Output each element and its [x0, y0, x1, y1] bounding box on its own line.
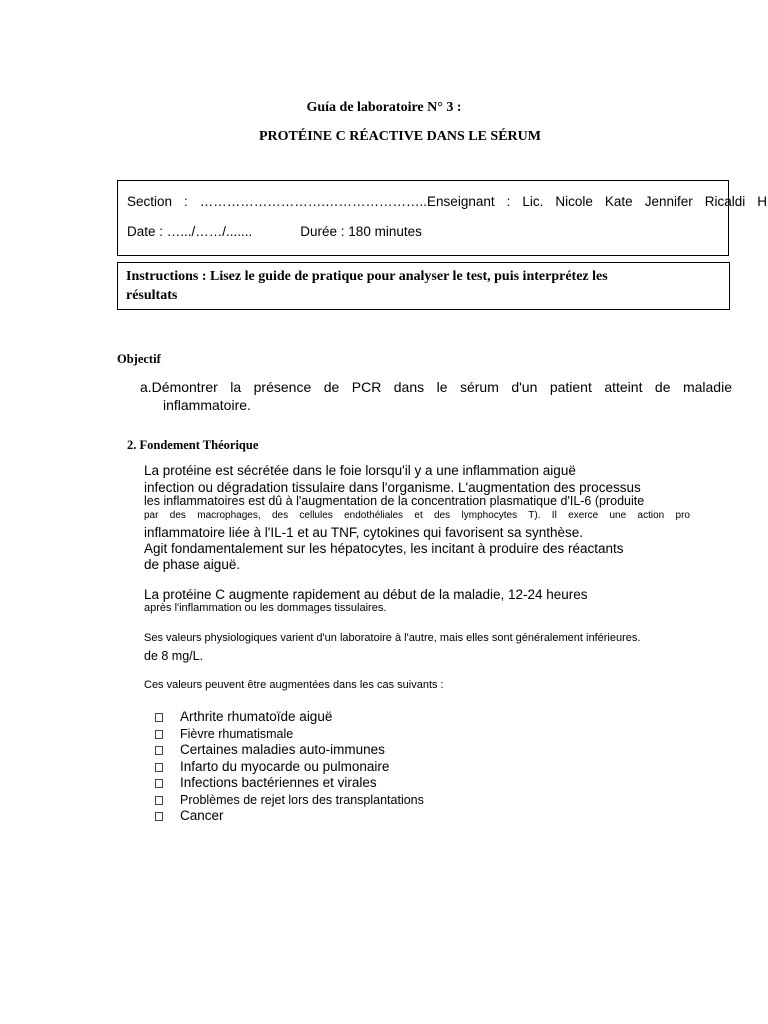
date-field: Date : ….../……/....... — [127, 224, 253, 239]
fondement-p4: Ces valeurs peuvent être augmentées dans les cas suivants : — [144, 679, 444, 691]
checkbox-bullet-icon — [155, 796, 163, 805]
fondement-p1-line-4: par des macrophages, des cellules endothéliales et des lymphocytes T). Il exerce une action pro — [144, 510, 690, 521]
document-subtitle: PROTÉINE C RÉACTIVE DANS LE SÉRUM — [259, 129, 541, 144]
list-item-text: Arthrite rhumatoïde aiguë — [180, 709, 333, 724]
fondement-p2-line-2: après l'inflammation ou les dommages tissulaires. — [144, 602, 387, 614]
list-item-text: Certaines maladies auto-immunes — [180, 742, 385, 757]
list-item — [153, 726, 424, 743]
list-item-text: Cancer — [180, 808, 224, 823]
list-item — [153, 792, 424, 809]
checkbox-bullet-icon — [155, 812, 163, 821]
fondement-p1-line-2 — [144, 480, 663, 495]
list-item-text: Problèmes de rejet lors des transplantations — [180, 792, 424, 807]
fondement-p3-line-2: de 8 mg/L. — [144, 649, 204, 663]
list-item-text: Infections bactériennes et virales — [180, 775, 377, 790]
section-label: Section — [127, 194, 173, 209]
duration-field: Durée : 180 minutes — [300, 224, 422, 239]
info-box — [117, 180, 767, 256]
section-dots: ……………………….…………………..Enseignant — [199, 194, 495, 209]
checkbox-bullet-icon — [155, 713, 163, 722]
list-item-text: Fièvre rhumatismale — [180, 726, 294, 741]
teacher-word: Jennifer — [644, 194, 693, 209]
checkbox-bullet-icon — [155, 730, 163, 739]
cases-list — [153, 709, 424, 825]
teacher-word: Lic. — [522, 194, 544, 209]
section-colon: : — [184, 194, 188, 209]
checkbox-bullet-icon — [155, 746, 163, 755]
date-line — [127, 224, 422, 239]
objectif-line-2: inflammatoire. — [163, 397, 251, 413]
fondement-p1-line-3: les inflammatoires est dû à l'augmentation de la concentration plasmatique d'IL-6 (produite — [144, 494, 645, 508]
fondement-p3-line-1: Ses valeurs physiologiques varient d'un laboratoire à l'autre, mais elles sont généralement inférieures. — [144, 632, 641, 644]
checkbox-bullet-icon — [155, 763, 163, 772]
fondement-p1-line-6: Agit fondamentalement sur les hépatocytes, les incitant à produire des réactants — [144, 541, 624, 556]
instructions-text: Instructions : Lisez le guide de pratique pour analyser le test, puis interprétez les résultats — [126, 269, 608, 303]
list-item — [153, 775, 424, 792]
list-item-text: Infarto du myocarde ou pulmonaire — [180, 758, 390, 774]
document-title: Guía de laboratoire N° 3 : — [306, 100, 462, 115]
objectif-heading: Objectif — [117, 352, 161, 366]
fondement-heading: 2. Fondement Théorique — [127, 438, 259, 452]
list-item — [153, 709, 424, 726]
objectif-line-1: a.Démontrer la présence de PCR dans le sérum d'un patient atteint de maladie — [140, 379, 732, 395]
teacher-colon: : — [506, 194, 511, 209]
fondement-p1-line-1: La protéine est sécrétée dans le foie lorsqu'il y a une inflammation aiguë — [144, 463, 576, 478]
list-item — [153, 808, 424, 825]
teacher-word: Kate — [604, 194, 633, 209]
checkbox-bullet-icon — [155, 779, 163, 788]
teacher-word: H — [757, 194, 767, 209]
list-item — [153, 742, 424, 759]
fondement-p2-line-1: La protéine C augmente rapidement au début de la maladie, 12-24 heures — [144, 587, 588, 602]
fondement-p1-line-7: de phase aiguë. — [144, 557, 241, 572]
list-item — [153, 759, 424, 776]
fondement-p1-line-2-text: infection ou dégradation tissulaire dans l'organisme. L'augmentation des processus — [144, 480, 641, 495]
teacher-word: Nicole — [555, 194, 593, 209]
fondement-p1-line-5: inflammatoire liée à l'IL-1 et au TNF, cytokines qui favorisent sa synthèse. — [144, 525, 584, 540]
teacher-word: Ricaldi — [704, 194, 746, 209]
section-line — [127, 194, 767, 209]
instructions-box — [117, 262, 730, 310]
